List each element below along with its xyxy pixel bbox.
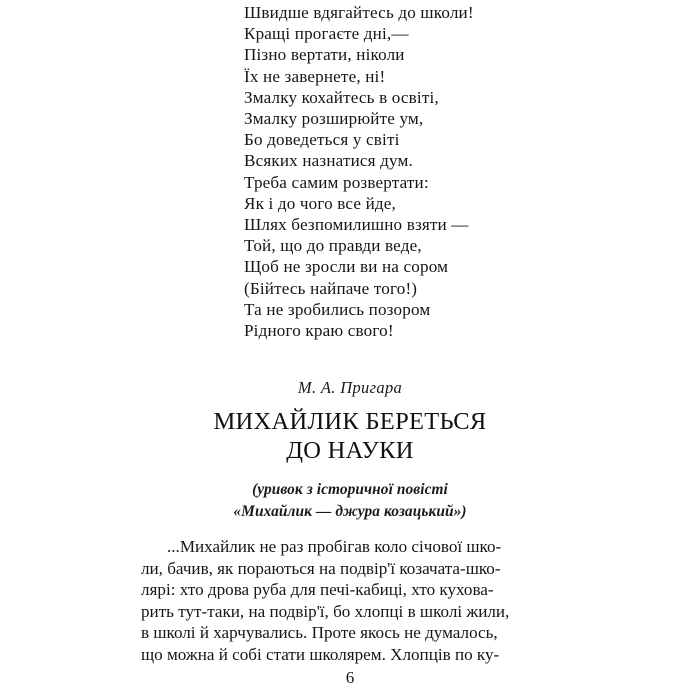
- poem-line: Пізно вертати, ніколи: [244, 45, 405, 65]
- poem-line: Треба самим розвертати:: [244, 172, 429, 192]
- poem-line: Шлях безпомилишно взяти —: [244, 215, 469, 235]
- poem-line: Їх не завернете, ні!: [244, 66, 386, 86]
- page-number: 6: [345, 668, 355, 687]
- article-author: М. А. Пригара: [297, 378, 403, 397]
- poem-line: Рідного краю свого!: [244, 321, 394, 341]
- poem-block: [244, 2, 574, 341]
- poem-line: (Бійтесь найпаче того!): [244, 278, 418, 298]
- poem-line: Всяких назнатися дум.: [244, 151, 413, 171]
- poem-line: Бо доведеться у світі: [244, 130, 400, 150]
- article-body: [141, 536, 559, 666]
- poem-line: Як і до чого все йде,: [244, 193, 396, 213]
- poem-line: Той, що до правди веде,: [244, 236, 422, 256]
- poem-line: Та не зробились позором: [244, 299, 431, 319]
- body-line: в школі й харчувались. Проте якось не думалось,: [141, 623, 498, 643]
- poem-line: Щоб не зросли ви на сором: [244, 257, 449, 277]
- poem-line: Змалку кохайтесь в освіті,: [244, 87, 439, 107]
- poem-line: Кращі прогаєте дні,—: [244, 24, 409, 44]
- body-line: що можна й собі стати школярем. Хлопців по ку-: [141, 644, 500, 664]
- article-subtitle-line: (уривок з історичної повісті: [252, 481, 448, 498]
- article-title: [0, 408, 700, 465]
- article-title-line: ДО НАУКИ: [286, 436, 414, 464]
- body-line: лярі: хто дрова руба для печі-кабиці, хто кухова-: [141, 580, 494, 600]
- article-title-line: МИХАЙЛИК БЕРЕТЬСЯ: [213, 408, 487, 435]
- body-line: ли, бачив, як пораються на подвір'ї козачата-шко-: [141, 558, 501, 578]
- body-line: рить тут-таки, на подвір'ї, бо хлопці в школі жили,: [141, 601, 510, 621]
- body-line: ...Михайлик не раз пробігав коло січової шко-: [167, 537, 502, 556]
- poem-line: Змалку розширюйте ум,: [244, 109, 424, 129]
- article-subtitle: [0, 479, 700, 522]
- poem-line: Швидше вдягайтесь до школи!: [244, 3, 474, 22]
- article-subtitle-line: «Михайлик — джура козацький»): [233, 502, 467, 520]
